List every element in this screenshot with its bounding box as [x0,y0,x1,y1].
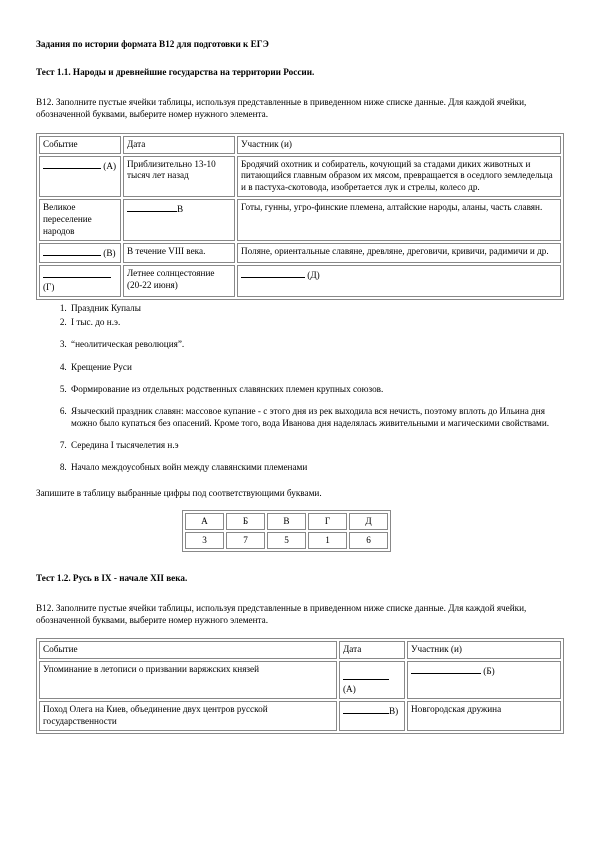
answer-table [182,510,391,552]
cell-participant: Новгородская дружина [407,701,561,731]
table-header-row [39,136,561,154]
test1-table [36,133,564,301]
answer-blank[interactable] [127,202,177,212]
cell-event [39,156,121,198]
cell-date-text: В) [389,705,399,716]
table-row [39,243,561,263]
table-row [39,701,561,731]
table-row [39,199,561,241]
cell-event-text: (Г) [43,282,55,293]
cell-event: Поход Олега на Киев, объединение двух центров русской государственности [39,701,337,731]
list-item: 8. Начало междоусобных войн между славянскими племенами [69,461,564,473]
answer-letter: Б [226,513,265,530]
list-item: 4. Крещение Руси [69,361,564,373]
answer-letters-row [185,513,388,530]
cell-event [39,243,121,263]
test2-task: В12. Заполните пустые ячейки таблицы, используя представленные в приведенном ниже списке данные. Для каждой ячейки, обозначенной буквами, выберите номер нужного элемента. [36,602,527,625]
cell-participant-text: (Б) [483,665,495,676]
cell-date [339,701,405,731]
test2-title: Тест 1.2. Русь в IX - начале XII века. [36,572,188,583]
cell-participant: Бродячий охотник и собиратель, кочующий за стадами диких животных и питающийся главным образом их мясом, превращается в оседлого земледельца и в пастуха-скотовода, изобретается лук и стрелы, колесо др. [237,156,561,198]
cell-date: Приблизительно 13-10 тысяч лет назад [123,156,235,198]
header-date: Дата [339,641,405,659]
answer-values-row [185,532,388,549]
test1-title: Тест 1.1. Народы и древнейшие государства на территории России. [36,67,315,78]
table-row [39,156,561,198]
cell-date-text: В [177,204,184,215]
list-item: 6. Языческий праздник славян: массовое купание - с этого дня из рек выходила вся нечисть, поэтому вплоть до Ильина дня можно было купаться без опасений. Кроме того, вода Иванова дня наделялась живительными и магическими свойствами. [69,405,564,429]
cell-date-text: (А) [343,683,356,694]
cell-participant: Поляне, ориентальные славяне, древляне, дреговичи, кривичи, радимичи и др. [237,243,561,263]
test2-table [36,638,564,734]
cell-participant [237,265,561,297]
header-date: Дата [123,136,235,154]
answer-letter: Г [308,513,347,530]
answer-letter: А [185,513,224,530]
write-instruction: Запишите в таблицу выбранные цифры под соответствующими буквами. [36,488,322,499]
answer-blank[interactable] [343,670,389,680]
cell-date: Летнее солнцестояние (20-22 июня) [123,265,235,297]
answer-blank[interactable] [343,704,389,714]
table-row [39,661,561,699]
answer-value[interactable]: 7 [226,532,265,549]
answer-blank[interactable] [43,159,101,169]
header-participant: Участник (и) [237,136,561,154]
header-event: Событие [39,136,121,154]
answer-value[interactable]: 5 [267,532,306,549]
options-list [36,302,564,473]
cell-event: Упоминание в летописи о призвании варяжских князей [39,661,337,699]
cell-event-text: (В) [103,248,116,259]
answer-letter: Д [349,513,388,530]
list-item: 1. Праздник Купалы [69,302,564,314]
answer-letter: В [267,513,306,530]
header-event: Событие [39,641,337,659]
list-item: 7. Середина I тысячелетия н.э [69,439,564,451]
answer-blank[interactable] [43,268,111,278]
cell-participant: Готы, гунны, угро-финские племена, алтайские народы, аланы, часть славян. [237,199,561,241]
answer-value[interactable]: 1 [308,532,347,549]
cell-participant [407,661,561,699]
answer-value[interactable]: 3 [185,532,224,549]
list-item: 2. I тыс. до н.э. [69,316,564,328]
cell-date: В течение VIII века. [123,243,235,263]
table-header-row [39,641,561,659]
header-participant: Участник (и) [407,641,561,659]
cell-date [123,199,235,241]
document-title: Задания по истории формата В12 для подготовки к ЕГЭ [36,39,269,49]
list-item: 5. Формирование из отдельных родственных славянских племен крупных союзов. [69,383,564,395]
answer-value[interactable]: 6 [349,532,388,549]
cell-participant-text: (Д) [307,270,320,281]
document-page [36,38,564,734]
list-item: 3. “неолитическая революция”. [69,338,564,350]
answer-blank[interactable] [411,664,481,674]
cell-date [339,661,405,699]
answer-blank[interactable] [43,246,101,256]
test1-task: В12. Заполните пустые ячейки таблицы, используя представленные в приведенном ниже списке данные. Для каждой ячейки, обозначенной буквами, выберите номер нужного элемента. [36,97,527,120]
table-row [39,265,561,297]
cell-event: Великое переселение народов [39,199,121,241]
cell-event [39,265,121,297]
cell-event-text: (А) [103,160,117,171]
answer-blank[interactable] [241,268,305,278]
